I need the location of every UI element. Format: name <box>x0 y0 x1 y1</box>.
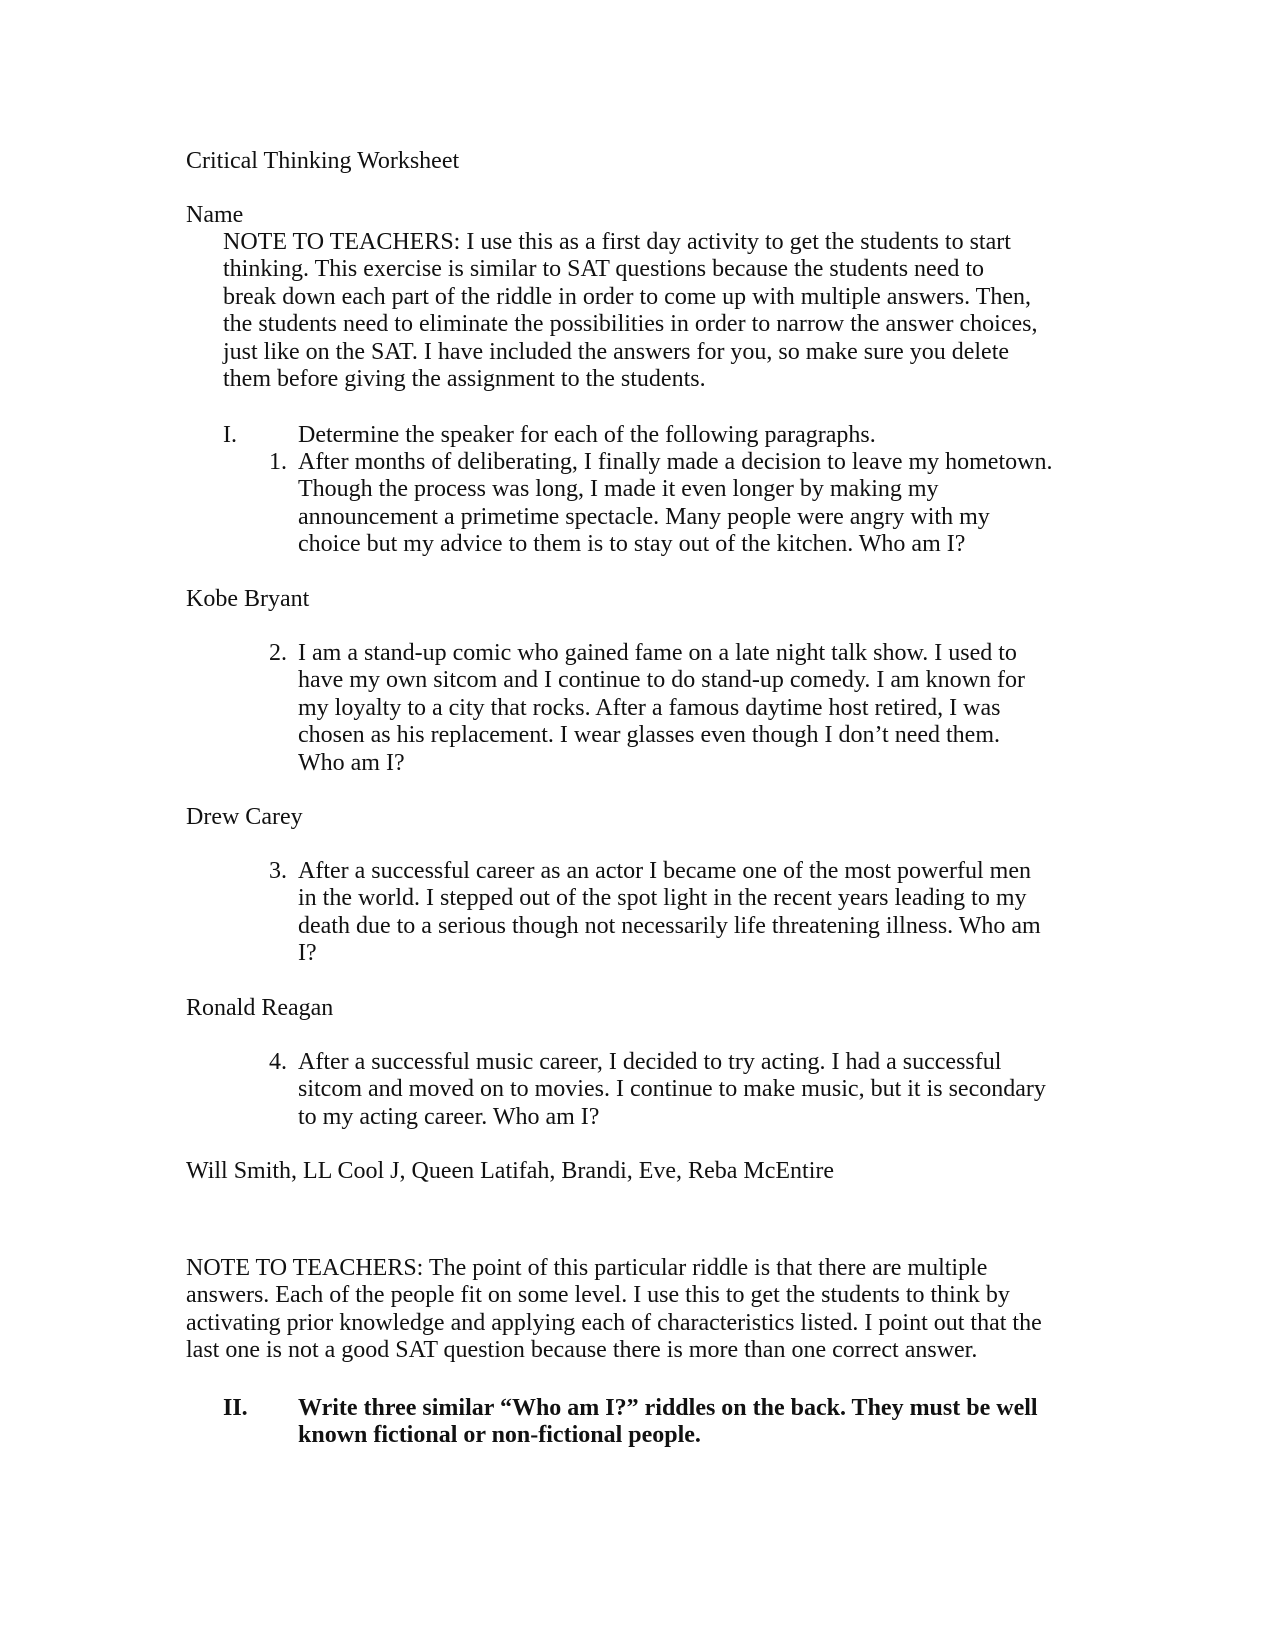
note-intro-line: the students need to eliminate the possibilities in order to narrow the answer choices, <box>223 311 1038 338</box>
section-1-heading: Determine the speaker for each of the following paragraphs. <box>298 422 876 448</box>
note-intro-line: NOTE TO TEACHERS: I use this as a first day activity to get the students to start <box>223 229 1011 255</box>
question-1-text <box>298 449 1052 559</box>
question-3-number: 3. <box>269 858 287 884</box>
question-line: Who am I? <box>298 749 405 776</box>
question-line: I? <box>298 940 317 967</box>
question-line: death due to a serious though not necessarily life threatening illness. Who am <box>298 912 1041 939</box>
note-intro-line: just like on the SAT. I have included the answers for you, so make sure you delete <box>223 338 1010 365</box>
question-line: announcement a primetime spectacle. Many people were angry with my <box>298 503 990 530</box>
question-line: to my acting career. Who am I? <box>298 1103 600 1130</box>
answer-1: Kobe Bryant <box>186 586 310 612</box>
question-line: sitcom and moved on to movies. I continue to make music, but it is secondary <box>298 1076 1046 1103</box>
question-line: have my own sitcom and I continue to do stand-up comedy. I am known for <box>298 667 1025 694</box>
teacher-note-final <box>186 1255 1042 1365</box>
question-2-text <box>298 640 1025 777</box>
question-line: After a successful career as an actor I became one of the most powerful men <box>298 858 1031 884</box>
note-final-line: activating prior knowledge and applying each of characteristics listed. I point out that the <box>186 1309 1042 1336</box>
worksheet-title: Critical Thinking Worksheet <box>186 148 460 174</box>
question-line: my loyalty to a city that rocks. After a famous daytime host retired, I was <box>298 694 1001 721</box>
name-label: Name <box>186 202 244 228</box>
question-line: choice but my advice to them is to stay out of the kitchen. Who am I? <box>298 531 966 558</box>
answer-2: Drew Carey <box>186 804 303 830</box>
note-final-line: NOTE TO TEACHERS: The point of this particular riddle is that there are multiple <box>186 1255 988 1281</box>
question-line: Though the process was long, I made it even longer by making my <box>298 476 939 503</box>
note-intro-line: them before giving the assignment to the students. <box>223 366 706 393</box>
note-final-line: answers. Each of the people fit on some level. I use this to get the students to think by <box>186 1282 1010 1309</box>
question-line: After a successful music career, I decided to try acting. I had a successful <box>298 1049 1002 1075</box>
question-4-number: 4. <box>269 1049 287 1075</box>
note-intro-line: thinking. This exercise is similar to SAT questions because the students need to <box>223 256 985 283</box>
question-line: chosen as his replacement. I wear glasses even though I don’t need them. <box>298 722 1000 749</box>
question-line: in the world. I stepped out of the spot light in the recent years leading to my <box>298 885 1027 912</box>
question-3-text <box>298 858 1041 968</box>
answer-4: Will Smith, LL Cool J, Queen Latifah, Brandi, Eve, Reba McEntire <box>186 1158 834 1184</box>
section-1-number: I. <box>223 422 237 448</box>
question-line: I am a stand-up comic who gained fame on a late night talk show. I used to <box>298 640 1017 666</box>
question-1-number: 1. <box>269 449 287 475</box>
answer-3: Ronald Reagan <box>186 995 334 1021</box>
question-4-text <box>298 1049 1046 1131</box>
section-2-line: Write three similar “Who am I?” riddles on the back. They must be well <box>298 1395 1038 1421</box>
section-2-line: known fictional or non-fictional people. <box>298 1422 701 1449</box>
section-2-instructions <box>298 1395 1038 1450</box>
section-2-number: II. <box>223 1395 248 1421</box>
question-2-number: 2. <box>269 640 287 666</box>
note-final-line: last one is not a good SAT question because there is more than one correct answer. <box>186 1337 978 1364</box>
teacher-note-intro <box>223 229 1083 393</box>
question-line: After months of deliberating, I finally made a decision to leave my hometown. <box>298 449 1053 475</box>
note-intro-line: break down each part of the riddle in order to come up with multiple answers. Then, <box>223 283 1031 310</box>
